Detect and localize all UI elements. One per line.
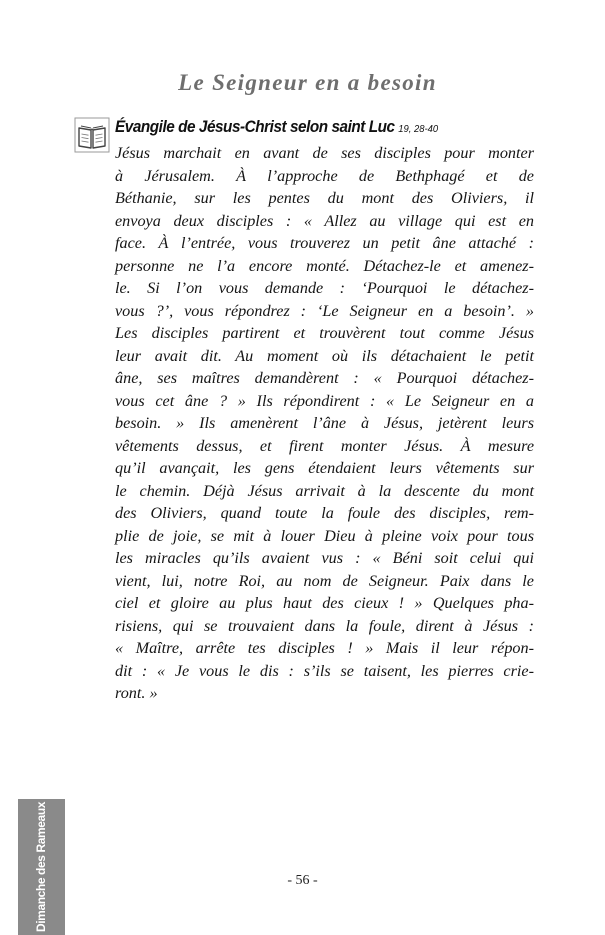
text-line: leur avait dit. Au moment où ils détachaient le petit bbox=[115, 346, 534, 365]
text-line: Jésus marchait en avant de ses disciples pour monter bbox=[115, 144, 534, 162]
text-line: vient, lui, notre Roi, au nom de Seigneur. Paix dans le bbox=[115, 571, 534, 590]
gospel-heading bbox=[115, 117, 502, 137]
text-line: à Jérusalem. À l’approche de Bethphagé et de bbox=[115, 166, 534, 185]
text-line: Les disciples partirent et trouvèrent tout comme Jésus bbox=[115, 324, 534, 342]
page-number: - 56 - bbox=[287, 873, 318, 888]
text-line: plie de joie, se mit à louer Dieu à pleine voix pour tous bbox=[115, 526, 534, 545]
text-line: risiens, qui se trouvaient dans la foule, dirent à Jésus : bbox=[115, 616, 534, 635]
text-line: ront. » bbox=[115, 684, 158, 702]
gospel-text bbox=[115, 142, 534, 705]
text-line: âne, ses maîtres demandèrent : « Pourquoi détachez- bbox=[115, 369, 534, 387]
text-line: besoin. » Ils amenèrent l’âne à Jésus, jetèrent leurs bbox=[115, 414, 534, 432]
gospel-heading-text: Évangile de Jésus-Christ selon saint Luc bbox=[115, 117, 395, 136]
text-line: le. Si l’on vous demande : ‘Pourquoi le détachez- bbox=[115, 279, 534, 297]
text-line: le chemin. Déjà Jésus arrivait à la descente du mont bbox=[115, 481, 534, 500]
text-line: les miracles qu’ils avaient vus : « Béni soit celui qui bbox=[115, 549, 534, 567]
text-line: ciel et gloire au plus haut des cieux ! » Quelques pha- bbox=[115, 594, 534, 612]
side-tab-label: Dimanche des Rameaux bbox=[34, 801, 48, 933]
text-line: qu’il avançait, les gens étendaient leurs vêtements sur bbox=[115, 459, 534, 477]
gospel-reference: 19, 28-40 bbox=[398, 123, 439, 135]
text-line: vous cet âne ? » Ils répondirent : « Le Seigneur en a bbox=[115, 391, 534, 410]
text-line: face. À l’entrée, vous trouverez un petit âne attaché : bbox=[115, 234, 534, 252]
text-line: des Oliviers, quand toute la foule des disciples, rem- bbox=[115, 504, 534, 522]
text-line: « Maître, arrête tes disciples ! » Mais il leur répon- bbox=[115, 639, 534, 657]
open-book-icon bbox=[74, 117, 110, 153]
text-line: personne ne l’a encore monté. Détachez-le et amenez- bbox=[115, 256, 534, 275]
text-line: dit : « Je vous le dis : s’ils se taisent, les pierres crie- bbox=[115, 661, 534, 680]
text-line: vous ?’, vous répondrez : ‘Le Seigneur en a besoin’. » bbox=[115, 301, 534, 320]
text-line: envoya deux disciples : « Allez au village qui est en bbox=[115, 211, 534, 230]
text-line: Béthanie, sur les pentes du mont des Oliviers, il bbox=[115, 189, 534, 207]
side-tab bbox=[18, 799, 65, 935]
page-title: Le Seigneur en a besoin bbox=[178, 70, 437, 95]
text-line: vêtements dessus, et firent monter Jésus. À mesure bbox=[115, 436, 534, 455]
